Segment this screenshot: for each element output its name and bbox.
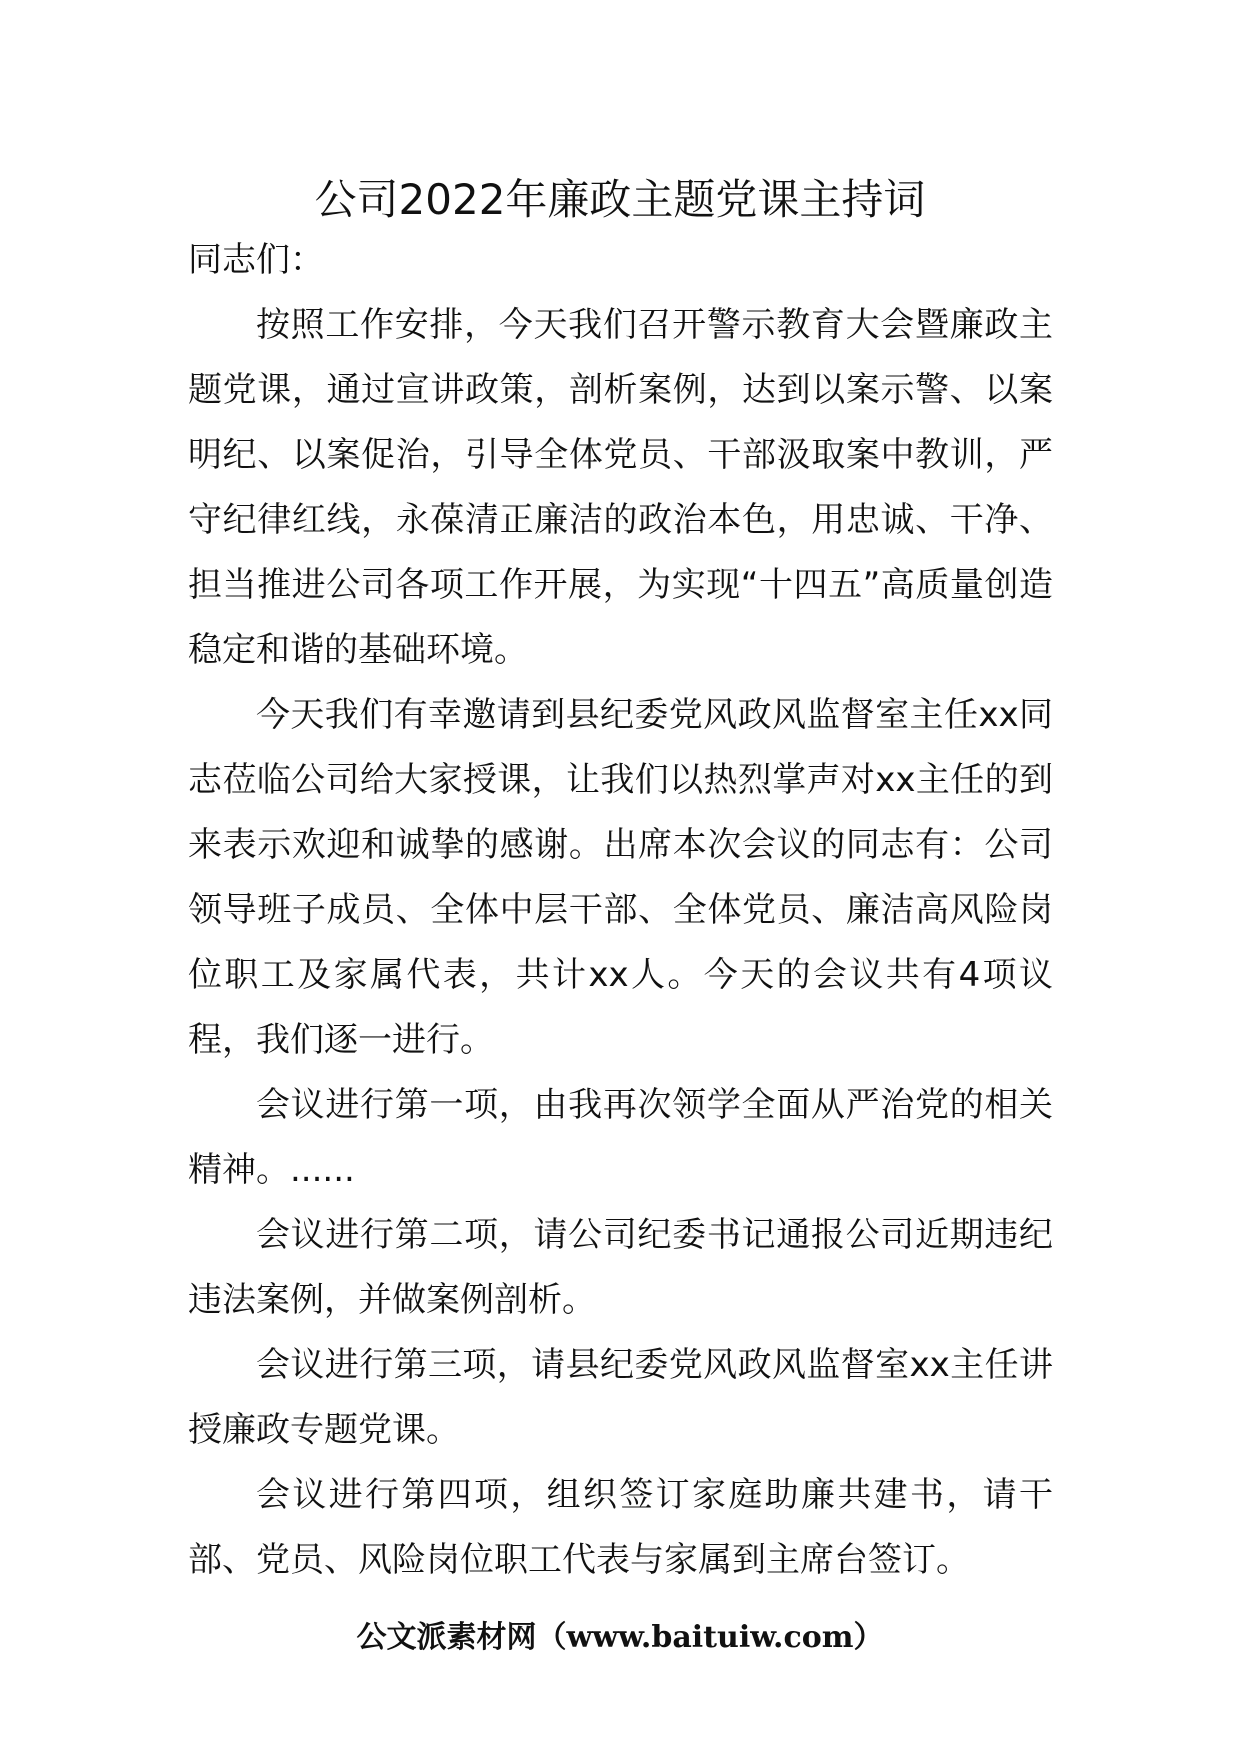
document-body: [188, 228, 1053, 1593]
paragraph-agenda-item-2: 会议进行第二项，请公司纪委书记通报公司近期违纪违法案例，并做案例剖析。: [188, 1215, 1053, 1320]
paragraph-introduction: 今天我们有幸邀请到县纪委党风政风监督室主任xx同志莅临公司给大家授课，让我们以热烈掌声对xx主任的到来表示欢迎和诚挚的感谢。出席本次会议的同志有：公司领导班子成员、全体中层干部、全体党员、廉洁高风险岗位职工及家属代表，共计xx人。今天的会议共有4项议程，我们逐一进行。: [188, 695, 1053, 1060]
paragraph-agenda-item-1: 会议进行第一项，由我再次领学全面从严治党的相关精神。......: [188, 1085, 1053, 1190]
paragraph-agenda-item-4: 会议进行第四项，组织签订家庭助廉共建书，请干部、党员、风险岗位职工代表与家属到主席台签订。: [188, 1475, 1053, 1580]
paragraph-agenda-item-3: 会议进行第三项，请县纪委党风政风监督室xx主任讲授廉政专题党课。: [188, 1345, 1053, 1450]
document-title: 公司2022年廉政主题党课主持词: [314, 175, 926, 224]
footer-watermark: 公文派素材网（www.baituiw.com）: [356, 1620, 884, 1655]
salutation: 同志们：: [188, 240, 324, 280]
paragraph-opening: 按照工作安排，今天我们召开警示教育大会暨廉政主题党课，通过宣讲政策，剖析案例，达到以案示警、以案明纪、以案促治，引导全体党员、干部汲取案中教训，严守纪律红线，永葆清正廉洁的政治本色，用忠诚、干净、担当推进公司各项工作开展，为实现“十四五”高质量创造稳定和谐的基础环境。: [188, 305, 1053, 670]
